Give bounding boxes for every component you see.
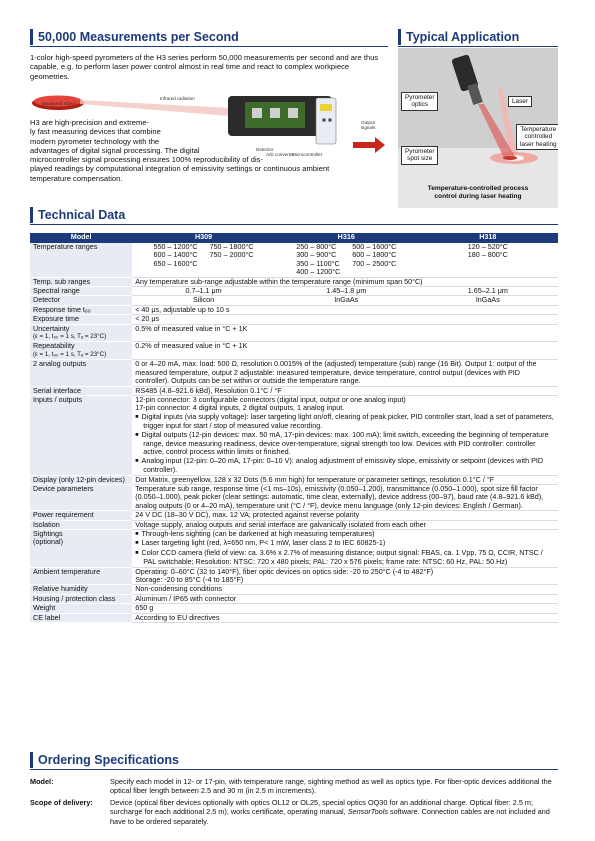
- table-row: [30, 594, 558, 603]
- io-bullet: ■ Digital outputs (12-pin devices: max. 50 mA, 17-pin devices: max. 100 mA): limit switch, exceeding the beginning of temperature range, device measuring readiness, device over-temperature, signal strength too low. Devices with PID controller: controller active, control process within limits or finished.: [135, 431, 555, 457]
- row-label: CE label: [30, 613, 132, 622]
- label-output-signals: Output signals: [361, 120, 376, 130]
- row-label: Exposure time: [30, 315, 132, 324]
- scope-text-2: software. Connection cables are not included and have to be ordered separately.: [110, 807, 550, 826]
- range-value: 750 – 1800°C: [209, 242, 254, 251]
- header-h316: H316: [275, 233, 418, 243]
- ordering-model-text: Specify each model in 12- or 17-pin, with temperature range, sighting method as well as optics type. For fiber-optic devices additional the optical fiber length between 2.5 and 30 m (in 2.5 m increments).: [110, 777, 552, 796]
- para2-line: temperature compensation.: [30, 173, 123, 183]
- row-label: Relative humidity: [30, 585, 132, 594]
- io-line: 17-pin connector: 4 digital inputs, 2 digital outputs, 1 analog input.: [135, 403, 345, 413]
- label-sub: (ε = 1, t₉₀ = 1 s, Tₐ = 23°C): [33, 350, 107, 358]
- table-row: [30, 386, 558, 395]
- table-row: [30, 305, 558, 314]
- application-photo: [398, 48, 558, 208]
- row-label: Weight: [30, 604, 132, 613]
- section-rule: [398, 46, 558, 47]
- row-label: Housing / protection class: [30, 594, 132, 603]
- table-row: [30, 324, 558, 342]
- para2-line: microcontroller signal processing ensures 100% reproducibility of dis-: [30, 155, 263, 165]
- row-label: Spectral range: [30, 287, 132, 296]
- row-label: [30, 324, 132, 342]
- h318-temperature-ranges: [418, 243, 558, 277]
- table-row: [30, 604, 558, 613]
- section-title-measurements: 50,000 Measurements per Second: [30, 29, 239, 45]
- row-label: Device parameters: [30, 484, 132, 510]
- para2-line: advantages of digital signal processing. The digital: [30, 145, 200, 155]
- range-value: 120 – 520°C: [467, 242, 508, 251]
- range-value: 550 – 1200°C: [153, 242, 198, 251]
- table-row: [30, 395, 558, 475]
- table-row: [30, 360, 558, 386]
- ambient-line: Storage: -20 to 85°C (-4 to 185°F): [135, 575, 244, 585]
- row-label: Temp. sub ranges: [30, 277, 132, 286]
- row-label: Ambient temperature: [30, 567, 132, 585]
- row-label: Power requirement: [30, 511, 132, 520]
- intro-paragraph: 1-color high-speed pyrometers of the H3 series perform 50,000 measurements per second and are thus capable, e.g. to perform laser power control almost in real time and react to complex workpiece geometries.: [30, 53, 379, 81]
- para2-line: H3 are high-precision and extreme-: [30, 118, 150, 127]
- h318-spectral-range: 1.65–2.1 μm: [418, 287, 558, 296]
- row-value: Any temperature sub-range adjustable within the temperature range (minimum span 50°C): [132, 277, 558, 286]
- header-h309: H309: [132, 233, 275, 243]
- table-row: [30, 315, 558, 324]
- h316-detector: InGaAs: [275, 296, 418, 305]
- row-value: Temperature sub range, response time (<1 ms–10s), emissivity (0.050–1.200), transmittance (0.050–1.000), spot size fill factor (0.050–1.000), peak picker (clear settings: automatic, time clear, externally), device address (00–97), baud rate (4.8–921.6 kBd), analog outputs (0 or 4–20 mA), temperature unit (°C / °F), device menu language (only 12-pin devices: English / German).: [132, 484, 558, 510]
- range-value: 250 – 800°C: [296, 242, 337, 251]
- ordering-scope-label: Scope of delivery:: [30, 798, 93, 807]
- range-value: 750 – 2000°C: [209, 250, 254, 260]
- row-value: [132, 567, 558, 585]
- row-value: Aluminum / IP65 with connector: [132, 594, 558, 603]
- infrared-beam: [80, 100, 230, 116]
- label-main: Repeatability: [33, 341, 75, 351]
- row-value: < 40 μs, adjustable up to 10 s: [132, 305, 558, 314]
- row-label: Temperature ranges: [30, 243, 132, 277]
- range-value: 180 – 800°C: [467, 250, 508, 260]
- callout-temperature-controlled: Temperature controlled laser heating: [516, 124, 558, 150]
- row-label: [30, 342, 132, 360]
- section-rule: [30, 224, 558, 225]
- range-value: 350 – 1100°C: [296, 258, 340, 268]
- io-bullet: ■ Analog input (12-pin: 0–20 mA, 17-pin: 0–10 V): analog adjustment of emissivity slope, emissivity or setpoint (devices with PID controller).: [135, 457, 555, 475]
- intro-paragraph-2: [30, 118, 390, 183]
- row-label: [30, 530, 132, 568]
- sighting-bullet: ■ Color CCD camera (field of view: ca. 3.6% x 2.7% of measuring distance; output signal: FBAS, ca. 1 Vpp, 75 Ω, CCIR, NTSC / PAL switchable; Resolution: NTSC: 720 x 480 pixels; PAL: 720 x 576 pixels; frame rate: NTSC: 60 Hz, PAL: 50 Hz): [135, 549, 555, 567]
- row-value: < 20 μs: [132, 315, 558, 324]
- table-row: [30, 243, 558, 277]
- section-title-ordering: Ordering Specifications: [30, 752, 179, 768]
- row-value: RS485 (4.8–921.6 kBd), Resolution 0.1°C / °F: [132, 386, 558, 395]
- h309-temperature-ranges: [132, 243, 275, 277]
- label-microcontroller: Microcontroller: [292, 152, 323, 157]
- row-value: Voltage supply, analog outputs and serial interface are galvanically isolated from each other: [132, 520, 558, 529]
- label-sub: (optional): [33, 537, 63, 547]
- row-label: Isolation: [30, 520, 132, 529]
- label-main: Sightings: [33, 529, 63, 538]
- row-label: Display (only 12-pin devices): [30, 475, 132, 484]
- row-value: Non-condensing conditions: [132, 585, 558, 594]
- range-value: 600 – 1400°C: [153, 250, 198, 260]
- sighting-bullet: ■ Laser targeting light (red, λ=650 nm, P< 1 mW, laser class 2 to IEC 60825-1): [135, 539, 555, 548]
- label-sub: (ε = 1, t₉₀ = 1 s, Tₐ = 23°C): [33, 333, 107, 341]
- table-row: [30, 511, 558, 520]
- row-value: Dot Matrix, greenyellow, 128 x 32 Dots (5.6 mm high) for temperature or parameter settings, resolution 0.1°C / °F: [132, 475, 558, 484]
- header-model: Model: [30, 233, 132, 243]
- h316-spectral-range: 1.45–1.8 μm: [275, 287, 418, 296]
- application-caption: Temperature-controlled process control during laser heating: [427, 185, 529, 200]
- table-row: [30, 585, 558, 594]
- row-label: Response time t₉₀: [30, 305, 132, 314]
- table-row: [30, 342, 558, 360]
- table-row: [30, 530, 558, 568]
- row-label: Serial interface: [30, 386, 132, 395]
- label-measured-object: Measured object: [42, 101, 76, 106]
- row-value: 0 or 4–20 mA, max. load: 500 Ω, resolution 0.0015% of the (adjusted) temperature (sub) range (16 Bit). Output 1: output of the measured temperature, output 2 adjustable: measured temperature, device temperature, control output (devices with PID controller). Outputs can be set within or outside the temperature range.: [132, 360, 558, 386]
- header-h318: H318: [418, 233, 558, 243]
- ordering-scope-text: [110, 798, 558, 826]
- callout-laser: Laser: [508, 96, 532, 107]
- row-label: 2 analog outputs: [30, 360, 132, 386]
- range-value: 400 – 1200°C: [296, 267, 341, 277]
- para2-line: played readings by computational integration of emissivity settings or continuous ambient: [30, 164, 330, 174]
- row-value: 0.5% of measured value in °C + 1K: [132, 324, 558, 342]
- section-title-technical-data: Technical Data: [30, 207, 125, 223]
- range-value: 300 – 900°C: [296, 250, 337, 260]
- section-rule: [30, 46, 388, 47]
- io-bullet: ■ Digital inputs (via supply voltage): laser targeting light on/off, clearing of peak picker, PID controller start, load a set of parameters, trigger input for start / stop of measured value recording.: [135, 413, 555, 431]
- h318-detector: InGaAs: [418, 296, 558, 305]
- range-value: 700 – 2500°C: [352, 258, 397, 268]
- row-value: According to EU directives: [132, 613, 558, 622]
- label-ad-converter: A/D converter: [266, 152, 295, 157]
- row-value: 24 V DC (18–30 V DC), max. 12 VA; protected against reverse polarity: [132, 511, 558, 520]
- section-title-typical-application: Typical Application: [398, 29, 519, 45]
- row-label: Detector: [30, 296, 132, 305]
- callout-pyrometer-optics: Pyrometer optics: [401, 92, 438, 111]
- scope-software-name: SensorTools: [347, 807, 388, 817]
- callout-spot-size: Pyrometer spot size: [401, 146, 438, 165]
- h309-detector: Silicon: [132, 296, 275, 305]
- scope-text-1: Device (optical fiber devices optionally with optics OL12 or OL25, special optics OQ30 for an additional charge. Optical fiber: 2.5 m; surcharge for each additional 2.5 m), works certificate, operating manual,: [110, 798, 534, 817]
- h316-temperature-ranges: [275, 243, 418, 277]
- label-main: Uncertainty: [33, 323, 70, 333]
- io-line: 12-pin connector: 3 configurable connectors (digital input, output or one analog input): [135, 394, 406, 404]
- para2-line: modern pyrometer technology with the: [30, 136, 160, 146]
- h309-spectral-range: 0.7–1.1 μm: [132, 287, 275, 296]
- technical-data-table: [30, 233, 558, 623]
- row-value: [132, 395, 558, 475]
- range-value: 600 – 1800°C: [352, 250, 397, 260]
- label-detector: Detector: [256, 147, 274, 152]
- section-rule: [30, 769, 558, 770]
- ordering-model-label: Model:: [30, 777, 54, 786]
- row-label: Inputs / outputs: [30, 395, 132, 475]
- table-row: [30, 484, 558, 510]
- table-row: [30, 567, 558, 585]
- row-value: 0.2% of measured value in °C + 1K: [132, 342, 558, 360]
- row-value: 650 g: [132, 604, 558, 613]
- para2-line: ly fast measuring devices that combine: [30, 127, 161, 137]
- table-row: [30, 613, 558, 622]
- ambient-line: Operating: 0–60°C (32 to 140°F), fiber optic devices on optics side: -20 to 250°C (-4 to 482°F): [135, 566, 434, 576]
- label-infrared-radiation: Infrared radiation: [160, 96, 195, 101]
- table-row: [30, 296, 558, 305]
- range-value: 650 – 1600°C: [153, 258, 198, 268]
- sighting-bullet: ■ Through-lens sighting (can be darkened at high measuring temperatures): [135, 530, 555, 539]
- row-value: [132, 530, 558, 568]
- range-value: 500 – 1600°C: [352, 242, 397, 251]
